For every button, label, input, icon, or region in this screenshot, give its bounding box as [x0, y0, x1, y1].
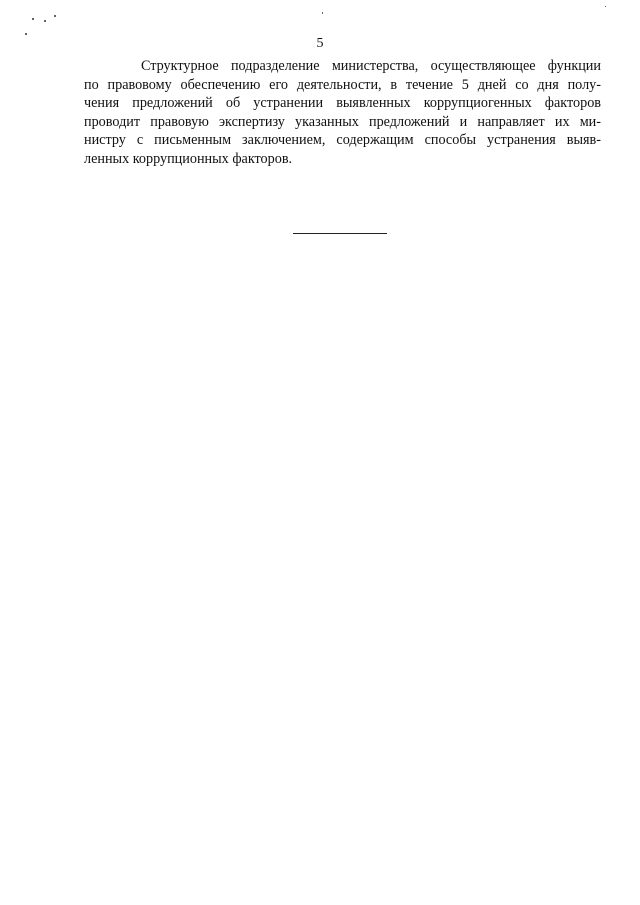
paragraph-line: Структурное подразделение министерства, осуществляющее функции [141, 58, 601, 74]
paragraph-line: нистру с письменным заключением, содержащим способы устранения выяв- [84, 132, 601, 149]
paragraph-line: ленных коррупционных факторов. [84, 150, 293, 167]
scan-speck [44, 20, 46, 22]
scan-speck [32, 18, 34, 20]
scan-speck [25, 33, 27, 35]
scan-speck [322, 12, 323, 14]
scan-speck [54, 15, 56, 17]
scan-speck [605, 6, 606, 7]
end-separator-line [293, 233, 387, 234]
paragraph-line: чения предложений об устранении выявленных коррупциогенных факторов [84, 95, 601, 112]
page-number: 5 [316, 36, 324, 51]
body-paragraph [84, 57, 601, 169]
paragraph-line: проводит правовую экспертизу указанных предложений и направляет их ми- [84, 113, 601, 130]
paragraph-line: по правовому обеспечению его деятельности, в течение 5 дней со дня полу- [84, 76, 601, 93]
